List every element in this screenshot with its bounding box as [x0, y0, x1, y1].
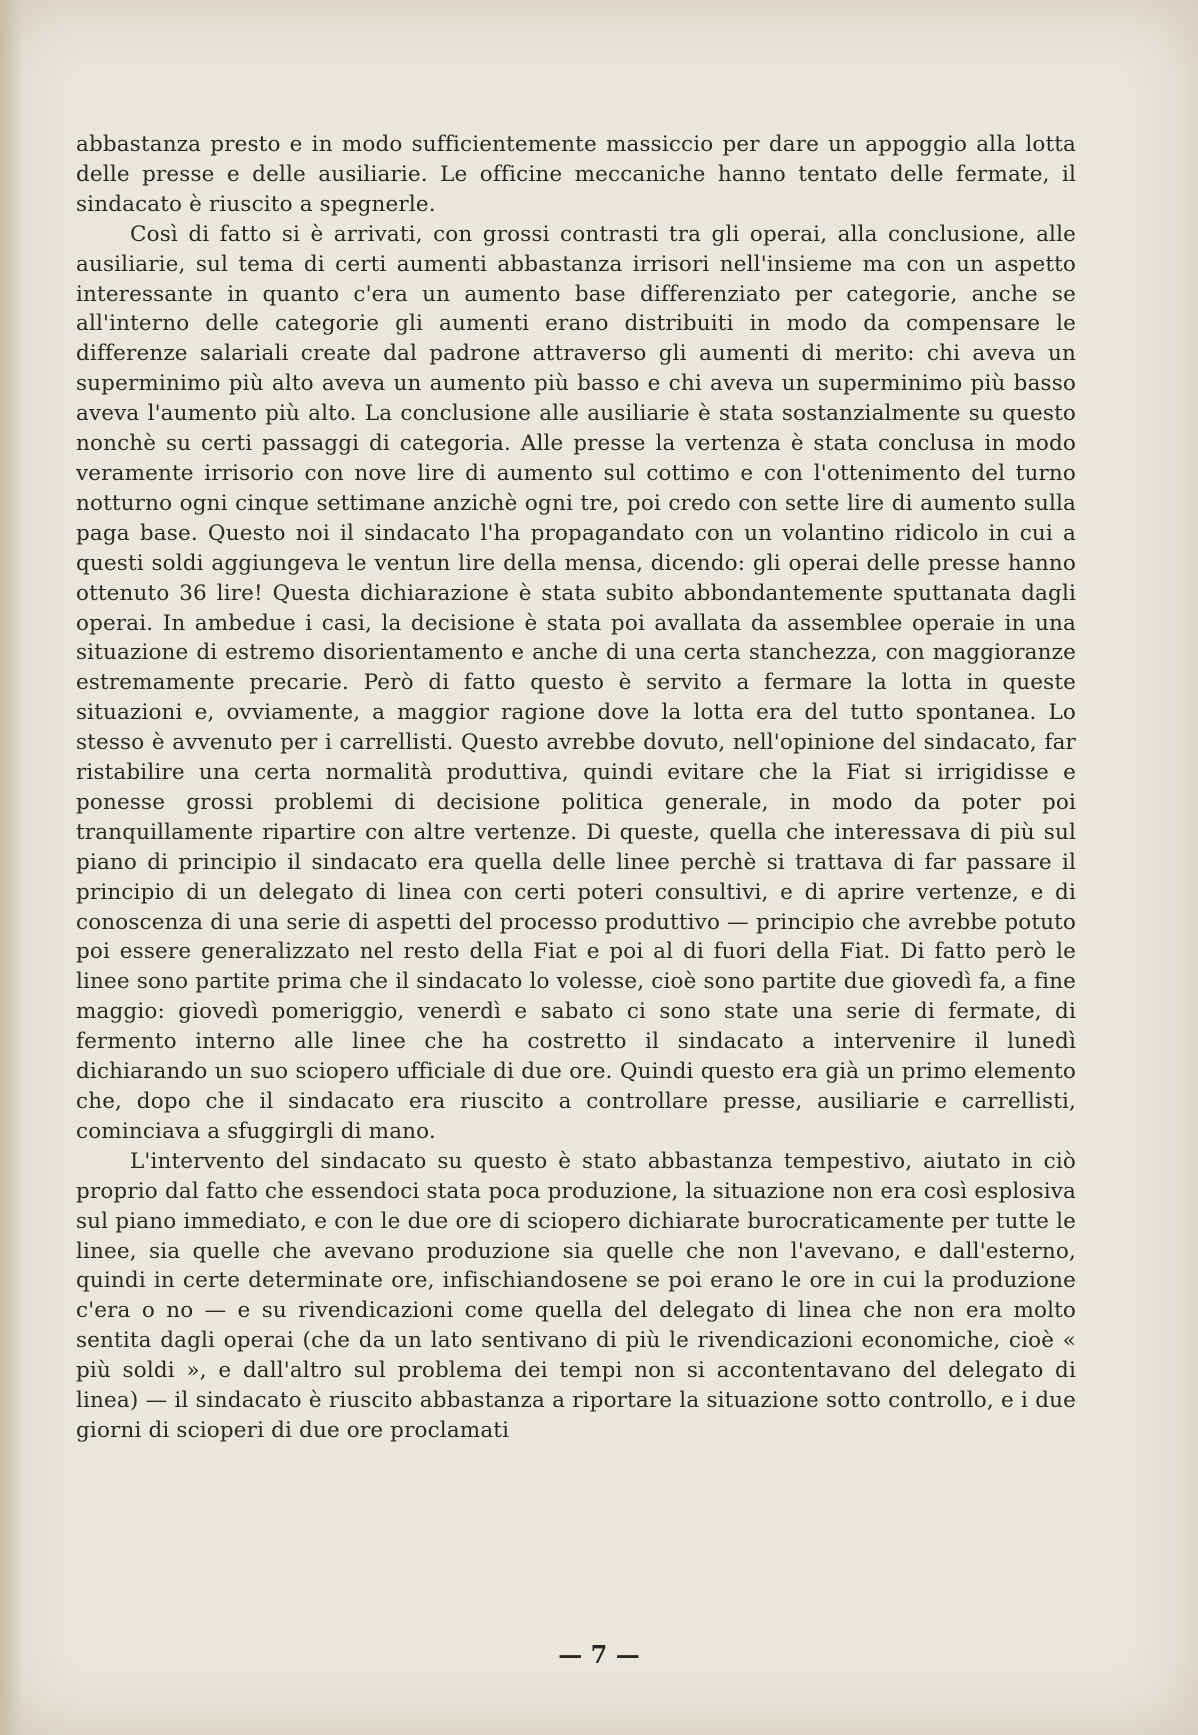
paragraph-continuation: abbastanza presto e in modo sufficientemente massiccio per dare un appoggio alla lotta delle presse e delle ausiliarie. Le officine meccaniche hanno tentato delle fermate, il sindacato è riuscito a spegnerle. — [76, 132, 1076, 217]
paragraph: L'intervento del sindacato su questo è stato abbastanza tempestivo, aiutato in ciò proprio dal fatto che essendoci stata poca produzione, la situazione non era così esplosiva sul piano immediato, e con le due ore di sciopero dichiarate burocraticamente per tutte le linee, sia quelle che avevano produzione sia quelle che non l'avevano, e dall'esterno, quindi in certe determinate ore, infischiandosene se poi erano le ore in cui la produzione c'era o no — e su rivendicazioni come quella del delegato di linea che non era molto sentita dagli operai (che da un lato sentivano di più le rivendicazioni economiche, cioè « più soldi », e dall'altro sul problema dei tempi non si accontentavano del delegato di linea) — il sindacato è riuscito abbastanza a riportare la situazione sotto controllo, e i due giorni di scioperi di due ore proclamati — [76, 1148, 1076, 1443]
body-text — [76, 130, 1076, 1446]
page-number: — 7 — — [558, 1640, 640, 1669]
paragraph: Così di fatto si è arrivati, con grossi contrasti tra gli operai, alla conclusione, alle ausiliarie, sul tema di certi aumenti abbastanza irrisori nell'insieme ma con un aspetto interessante in quanto c'era un aumento base differenziato per categorie, anche se all'interno delle categorie gli aumenti erano distribuiti in modo da compensare le differenze salariali create dal padrone attraverso gli aumenti di merito: chi aveva un superminimo più alto aveva un aumento più basso e chi aveva un superminimo più basso aveva l'aumento più alto. La conclusione alle ausiliarie è stata sostanzialmente su questo nonchè su certi passaggi di categoria. Alle presse la vertenza è stata conclusa in modo veramente irrisorio con nove lire di aumento sul cottimo e con l'ottenimento del turno notturno ogni cinque settimane anzichè ogni tre, poi credo con sette lire di aumento sulla paga base. Questo noi il sindacato l'ha propagandato con un volantino ridicolo in cui a questi soldi aggiungeva le ventun lire della mensa, dicendo: gli operai delle presse hanno ottenuto 36 lire! Questa dichiarazione è stata subito abbondantemente sputtanata dagli operai. In ambedue i casi, la decisione è stata poi avallata da assemblee operaie in una situazione di estremo disorientamento e anche di una certa stanchezza, con maggioranze estremamente precarie. Però di fatto questo è servito a fermare la lotta in queste situazioni e, ovviamente, a maggior ragione dove la lotta era del tutto spontanea. Lo stesso è avvenuto per i carrellisti. Questo avrebbe dovuto, nell'opinione del sindacato, far ristabilire una certa normalità produttiva, quindi evitare che la Fiat si irrigidisse e ponesse grossi problemi di decisione politica generale, in modo da poter poi tranquillamente ripartire con altre vertenze. Di queste, quella che interessava di più sul piano di principio il sindacato era quella delle linee perchè si trattava di far passare il principio di un delegato di linea con certi poteri consultivi, e di aprire vertenze, e di conoscenza di una serie di aspetti del processo produttivo — principio che avrebbe potuto poi essere generalizzato nel resto della Fiat e poi al di fuori della Fiat. Di fatto però le linee sono partite prima che il sindacato lo volesse, cioè sono partite due giovedì fa, a fine maggio: giovedì pomeriggio, venerdì e sabato ci sono state una serie di fermate, di fermento interno alle linee che ha costretto il sindacato a intervenire il lunedì dichiarando un suo sciopero ufficiale di due ore. Quindi questo era già un primo elemento che, dopo che il sindacato era riuscito a controllare presse, ausiliarie e carrellisti, cominciava a sfuggirgli di mano. — [76, 221, 1076, 1144]
